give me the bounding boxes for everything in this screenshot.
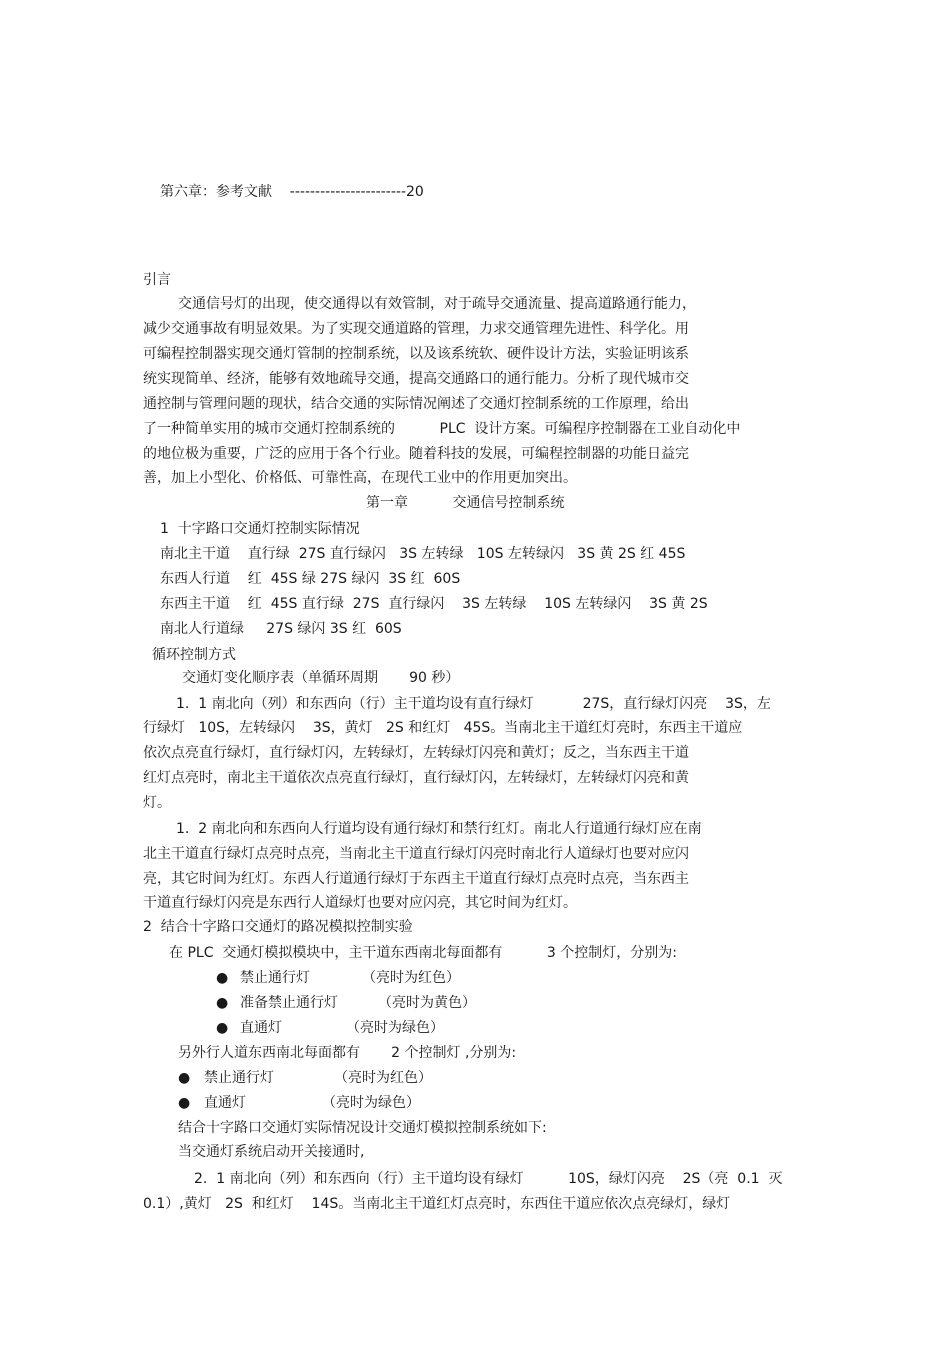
bullet-icon: ●: [216, 995, 229, 1011]
intro-line: 善，加上小型化、价格低、可靠性高，在现代工业中的作用更加突出。: [143, 470, 577, 486]
timing-line: 南北主干道 直行绿 27S 直行绿闪 3S 左转绿 10S 左转绿闪 3S 黄 2S 红 45S: [160, 546, 686, 562]
toc-chapter6: 第六章：参考文献 -----------------------20: [160, 184, 424, 200]
light-note: （亮时为绿色）: [346, 1020, 444, 1036]
light-name: 禁止通行灯: [204, 1070, 274, 1086]
para-line: 1. 1 南北向（列）和东西向（行）主干道均设有直行绿灯 27S，直行绿灯闪亮 3S，左: [176, 696, 771, 712]
para-line: 2. 1 南北向（列）和东西向（行）主干道均设有绿灯 10S，绿灯闪亮 2S（亮 0.1 灭: [194, 1171, 783, 1187]
para-line: 红灯点亮时，南北主干道依次点亮直行绿灯，直行绿灯闪，左转绿灯，左转绿灯闪亮和黄: [143, 770, 689, 786]
section2-intro: 在 PLC 交通灯模拟模块中，主干道东西南北每面都有 3 个控制灯，分别为:: [169, 945, 677, 961]
intro-line: 了一种简单实用的城市交通灯控制系统的 PLC 设计方案。可编程序控制器在工业自动化中: [143, 421, 741, 437]
light-note: （亮时为红色）: [362, 970, 460, 986]
intro-line: 交通信号灯的出现，使交通得以有效管制，对于疏导交通流量、提高道路通行能力，: [178, 296, 696, 312]
intro-line: 减少交通事故有明显效果。为了实现交通道路的管理，力求交通管理先进性、科学化。用: [143, 321, 689, 337]
bullet-icon: ●: [216, 1020, 229, 1036]
timing-line: 东西人行道 红 45S 绿 27S 绿闪 3S 红 60S: [160, 571, 461, 587]
start-line: 当交通灯系统启动开关接通时,: [178, 1144, 365, 1160]
design-line: 结合十字路口交通灯实际情况设计交通灯模拟控制系统如下:: [178, 1120, 547, 1136]
light-note: （亮时为绿色）: [322, 1095, 420, 1111]
bullet-icon: ●: [178, 1095, 191, 1111]
intro-line: 的地位极为重要，广泛的应用于各个行业。随着科技的发展，可编程控制器的功能日益完: [143, 446, 689, 462]
intro-heading: 引言: [143, 272, 171, 288]
bullet-icon: ●: [178, 1070, 191, 1086]
para-line: 1. 2 南北向和东西向人行道均设有通行绿灯和禁行红灯。南北人行道通行绿灯应在南: [176, 821, 702, 837]
para-line: 干道直行绿灯闪亮是东西行人道绿灯也要对应闪亮，其它时间为红灯。: [143, 895, 577, 911]
section1-title: 1 十字路口交通灯控制实际情况: [160, 521, 360, 537]
table-caption: 交通灯变化顺序表（单循环周期 90 秒）: [182, 670, 460, 686]
intro-line: 通控制与管理问题的现状，结合交通的实际情况阐述了交通灯控制系统的工作原理，给出: [143, 396, 689, 412]
timing-line: 南北人行道绿 27S 绿闪 3S 红 60S: [160, 621, 402, 637]
light-name: 直通灯: [204, 1095, 246, 1111]
para-line: 依次点亮直行绿灯，直行绿灯闪，左转绿灯，左转绿灯闪亮和黄灯；反之，当东西主干道: [143, 745, 689, 761]
light-name: 准备禁止通行灯: [240, 995, 338, 1011]
chapter1-title: 第一章 交通信号控制系统: [366, 495, 565, 511]
para-line: 北主干道直行绿灯点亮时点亮，当南北主干道直行绿灯闪亮时南北行人道绿灯也要对应闪: [143, 846, 689, 862]
bullet-icon: ●: [216, 970, 229, 986]
para-line: 0.1）,黄灯 2S 和红灯 14S。当南北主干道红灯点亮时，东西住干道应依次点亮绿灯，绿灯: [143, 1196, 731, 1212]
para-line: 亮，其它时间为红灯。东西人行道通行绿灯于东西主干道直行绿灯点亮时点亮，当东西主: [143, 871, 689, 887]
light-name: 禁止通行灯: [240, 970, 310, 986]
para-line: 行绿灯 10S，左转绿闪 3S，黄灯 2S 和红灯 45S。当南北主干道红灯亮时，东西主干道应: [143, 720, 743, 736]
section2-title: 2 结合十字路口交通灯的路况模拟控制实验: [143, 919, 413, 935]
light-note: （亮时为红色）: [334, 1070, 432, 1086]
light-name: 直通灯: [240, 1020, 282, 1036]
light-note: （亮时为黄色）: [378, 995, 476, 1011]
intro-line: 可编程控制器实现交通灯管制的控制系统，以及该系统软、硬件设计方法，实验证明该系: [143, 346, 689, 362]
timing-line: 东西主干道 红 45S 直行绿 27S 直行绿闪 3S 左转绿 10S 左转绿闪 3S 黄 2S: [160, 596, 708, 612]
cycle-title: 循环控制方式: [152, 647, 236, 663]
para-line: 灯。: [143, 795, 171, 811]
intro-line: 统实现简单、经济，能够有效地疏导交通，提高交通路口的通行能力。分析了现代城市交: [143, 371, 689, 387]
pedestrian-intro: 另外行人道东西南北每面都有 2 个控制灯 ,分别为:: [178, 1045, 517, 1061]
